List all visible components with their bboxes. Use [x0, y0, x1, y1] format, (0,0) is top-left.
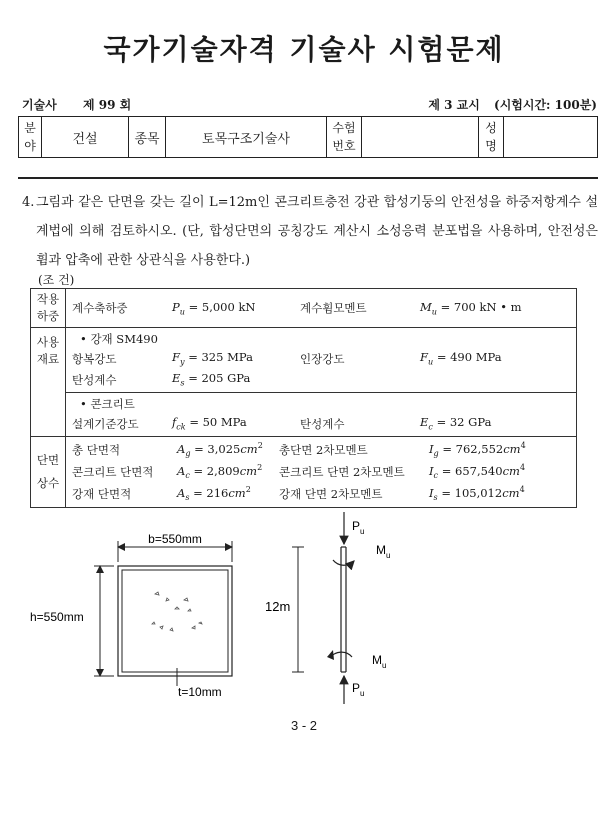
- concrete-inertia-value: $I_c = 657,540cm^4$: [429, 463, 526, 481]
- concrete-area-label: 콘크리트 단면적: [72, 465, 154, 479]
- tensile-strength-value: $F_u = 490$ MPa: [420, 350, 502, 367]
- moment-bottom-arrowhead: [327, 650, 334, 660]
- gross-area-label: 총 단면적: [72, 443, 121, 457]
- design-strength-value: $f_{ck} = 50$ MPa: [172, 415, 247, 432]
- section-label: 단면 상수: [31, 437, 66, 508]
- length-label: 12m: [265, 599, 291, 614]
- b-dimension-label: b=550mm: [148, 532, 202, 546]
- field-label: 분 야: [19, 117, 42, 158]
- moment-label: 계수휨모멘트: [300, 301, 367, 315]
- section-row: [31, 437, 577, 508]
- conditions-table: [30, 288, 577, 508]
- header-divider: [18, 177, 598, 179]
- axial-load-label: 계수축하중: [72, 301, 128, 315]
- concrete-modulus-value: $E_c = 32$ GPa: [420, 415, 492, 432]
- item-value: 토목구조기술사: [166, 117, 327, 158]
- conditions-label: (조 건): [38, 273, 75, 287]
- concrete-aggregate: [152, 592, 202, 631]
- concrete-inertia-label: 콘크리트 단면 2차모멘트: [279, 465, 405, 479]
- h-dimension-label: h=550mm: [30, 610, 84, 624]
- concrete-area-value: $A_c = 2,809cm^2$: [177, 463, 263, 481]
- material-steel-row: [31, 328, 577, 393]
- t-dimension-label: t=10mm: [178, 685, 222, 699]
- exam-number-label: 수험 번호: [327, 117, 362, 158]
- item-label: 종목: [129, 117, 166, 158]
- tensile-strength-label: 인장강도: [300, 351, 345, 366]
- exam-session: 제 99 회: [82, 98, 132, 112]
- gross-inertia-value: $I_g = 762,552cm^4$: [429, 441, 526, 459]
- cross-section-figure: [30, 532, 232, 699]
- name-label: 성 명: [479, 117, 504, 158]
- exam-number-field[interactable]: [362, 117, 479, 158]
- moment-top-arrow: [333, 560, 354, 565]
- axial-load-top-label: $P_u$: [352, 519, 365, 536]
- gross-inertia-label: 총단면 2차모멘트: [279, 443, 368, 457]
- concrete-title: • 콘크리트: [80, 397, 135, 411]
- steel-inertia-label: 강재 단면 2차모멘트: [279, 487, 383, 501]
- steel-tube-inner: [122, 570, 228, 672]
- column-elevation-figure: [265, 512, 390, 704]
- exam-period-time: [428, 96, 597, 113]
- axial-load-bottom-label: $P_u$: [352, 681, 365, 698]
- material-concrete-row: [31, 393, 577, 437]
- axial-load-value: $P_u = 5,000$ kN: [172, 299, 256, 317]
- concrete-modulus-label: 탄성계수: [300, 416, 345, 431]
- design-strength-label: 설계기준강도: [72, 416, 139, 431]
- steel-area-value: $A_s = 216cm^2$: [177, 485, 251, 503]
- steel-modulus-label: 탄성계수: [72, 372, 117, 387]
- steel-modulus-value: $E_s = 205$ GPa: [172, 371, 251, 388]
- field-value: 건설: [42, 117, 129, 158]
- steel-area-label: 강재 단면적: [72, 487, 132, 501]
- name-field[interactable]: [504, 117, 598, 158]
- gross-area-value: $A_g = 3,025cm^2$: [177, 441, 263, 459]
- yield-strength-value: $F_y = 325$ MPa: [172, 350, 253, 367]
- steel-inertia-value: $I_s = 105,012cm^4$: [429, 485, 525, 503]
- load-row: [31, 289, 577, 328]
- steel-title: • 강재 SM490: [80, 332, 158, 346]
- figure: [0, 500, 608, 710]
- moment-value: $M_u = 700$ kN • m: [420, 299, 522, 317]
- steel-tube-outer: [118, 566, 232, 676]
- question-text: 그림과 같은 단면을 갖는 길이 L=12m인 콘크리트충전 강관 합성기둥의 안전성을 하중저항계수 설계법에 의해 검토하시오. (단, 합성단면의 공칭강도 계산시 소성응력 분포법을 사용하며, 안전성은 휨과 압축에 관한 상관식을 사용한다.): [36, 195, 598, 268]
- load-label: 작용 하중: [31, 289, 66, 328]
- exam-category: 기술사: [22, 98, 57, 112]
- exam-time: (시험시간: 100분): [494, 98, 597, 112]
- page-title: 국가기술자격 기술사 시험문제: [103, 33, 505, 66]
- exam-period: 제 3 교시: [428, 98, 480, 112]
- moment-top-label: $M_u$: [376, 543, 391, 560]
- exam-header-table: [18, 116, 598, 158]
- moment-bottom-label: $M_u$: [372, 653, 387, 670]
- exam-info-line: [22, 96, 597, 113]
- page-number: 3 - 2: [290, 718, 317, 733]
- material-label: 사용 재료: [31, 328, 66, 437]
- yield-strength-label: 항복강도: [72, 351, 117, 366]
- question-number: 4.: [22, 195, 35, 210]
- question-block: [22, 188, 598, 275]
